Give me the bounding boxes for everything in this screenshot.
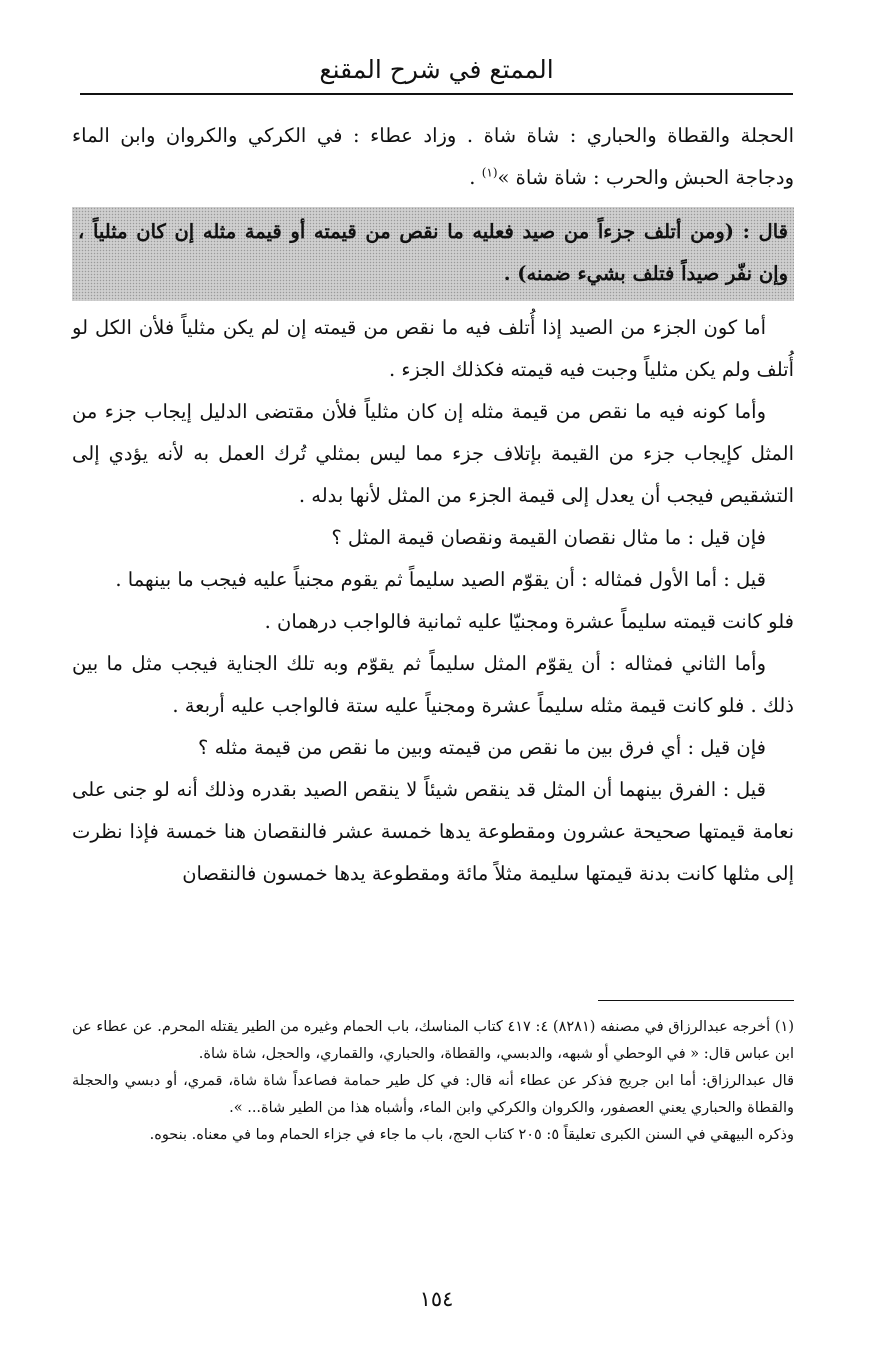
paragraph-text: الحجلة والقطاة والحباري : شاة شاة . وزاد عطاء : في الكركي والكروان وابن الماء ودجاجة الحبش والحرب : شاة شاة » (72, 124, 794, 189)
page-number: ١٥٤ (419, 1287, 454, 1311)
paragraph: وأما كونه فيه ما نقص من قيمة مثله إن كان مثلياً فلأن مقتضى الدليل إيجاب جزء من المثل كإيجاب جزء من القيمة بإتلاف جزء مما ليس بمثلي تُرك العمل به لأنه يؤدي إلى التشقيص فيجب أن يعدل إلى قيمة الجزء من المثل لأنها بدله . (72, 400, 794, 507)
paragraph: فإن قيل : أي فرق بين ما نقص من قيمته وبين ما نقص من قيمة مثله ؟ (198, 736, 766, 759)
main-text (72, 115, 794, 895)
paragraph: فإن قيل : ما مثال نقصان القيمة ونقصان قيمة المثل ؟ (331, 526, 766, 549)
footnotes (72, 1014, 794, 1149)
footnote-reference[interactable]: (١) (481, 165, 498, 180)
footnote: (١) أخرجه عبدالرزاق في مصنفه (٨٢٨١) ٤: ٤١٧ كتاب المناسك، باب الحمام وغيره من الطير يقتله المحرم. عن عطاء عن ابن عباس قال: « في الوحطي أو شبهه، والدبسي، والقطاة، والحباري، والقماري، والحجل، شاة شاة. (72, 1019, 794, 1062)
paragraph: وأما الثاني فمثاله : أن يقوّم المثل سليماً ثم يقوّم وبه تلك الجناية فيجب مثل ما بين ذلك . فلو كانت قيمة مثله سليماً عشرة ومجنياً عليه ستة فالواجب عليه أربعة . (72, 652, 794, 717)
paragraph: قيل : أما الأول فمثاله : أن يقوّم الصيد سليماً ثم يقوم مجنياً عليه فيجب ما بينهما . (115, 568, 766, 591)
paragraph-text-end: . (469, 166, 482, 189)
paragraph: قيل : الفرق بينهما أن المثل قد ينقص شيئاً لا ينقص الصيد بقدره وذلك أنه لو جنى على نعامة قيمتها صحيحة عشرون ومقطوعة يدها خمسة عشر فالنقصان هنا خمسة فإذا نظرت إلى مثلها كانت بدنة قيمتها سليمة مثلاً مائة ومقطوعة يدها خمسون فالنقصان (72, 778, 794, 885)
paragraph: أما كون الجزء من الصيد إذا أُتلف فيه ما نقص من قيمته إن لم يكن مثلياً فلأن الكل لو أُتلف ولم يكن مثلياً وجبت فيه قيمته فكذلك الجزء . (72, 316, 794, 381)
paragraph (72, 115, 794, 199)
footnote: قال عبدالرزاق: أما ابن جريج فذكر عن عطاء أنه قال: في كل طير حمامة فصاعداً شاة شاة، قمري، أو دبسي والحجلة والقطاة والحباري يعني العصفور، والكروان والكركي وابن الماء، وأشباه هذا من الطير شاة... ». (72, 1073, 794, 1116)
running-header-title: الممتع في شرح المقنع (319, 55, 554, 84)
paragraph: فلو كانت قيمته سليماً عشرة ومجنيّا عليه ثمانية فالواجب درهمان . (264, 610, 794, 633)
header-rule (80, 93, 793, 95)
footnote: وذكره البيهقي في السنن الكبرى تعليقاً ٥: ٢٠٥ كتاب الحج، باب ما جاء في جزاء الحمام وما في معناه. بنحوه. (149, 1127, 794, 1143)
matn-quote-highlight: قال : (ومن أتلف جزءاً من صيد فعليه ما نقص من قيمته أو قيمة مثله إن كان مثلياً ، وإن نفّر صيداً فتلف بشيء ضمنه) . (72, 207, 794, 301)
footnote-separator (598, 1000, 794, 1001)
